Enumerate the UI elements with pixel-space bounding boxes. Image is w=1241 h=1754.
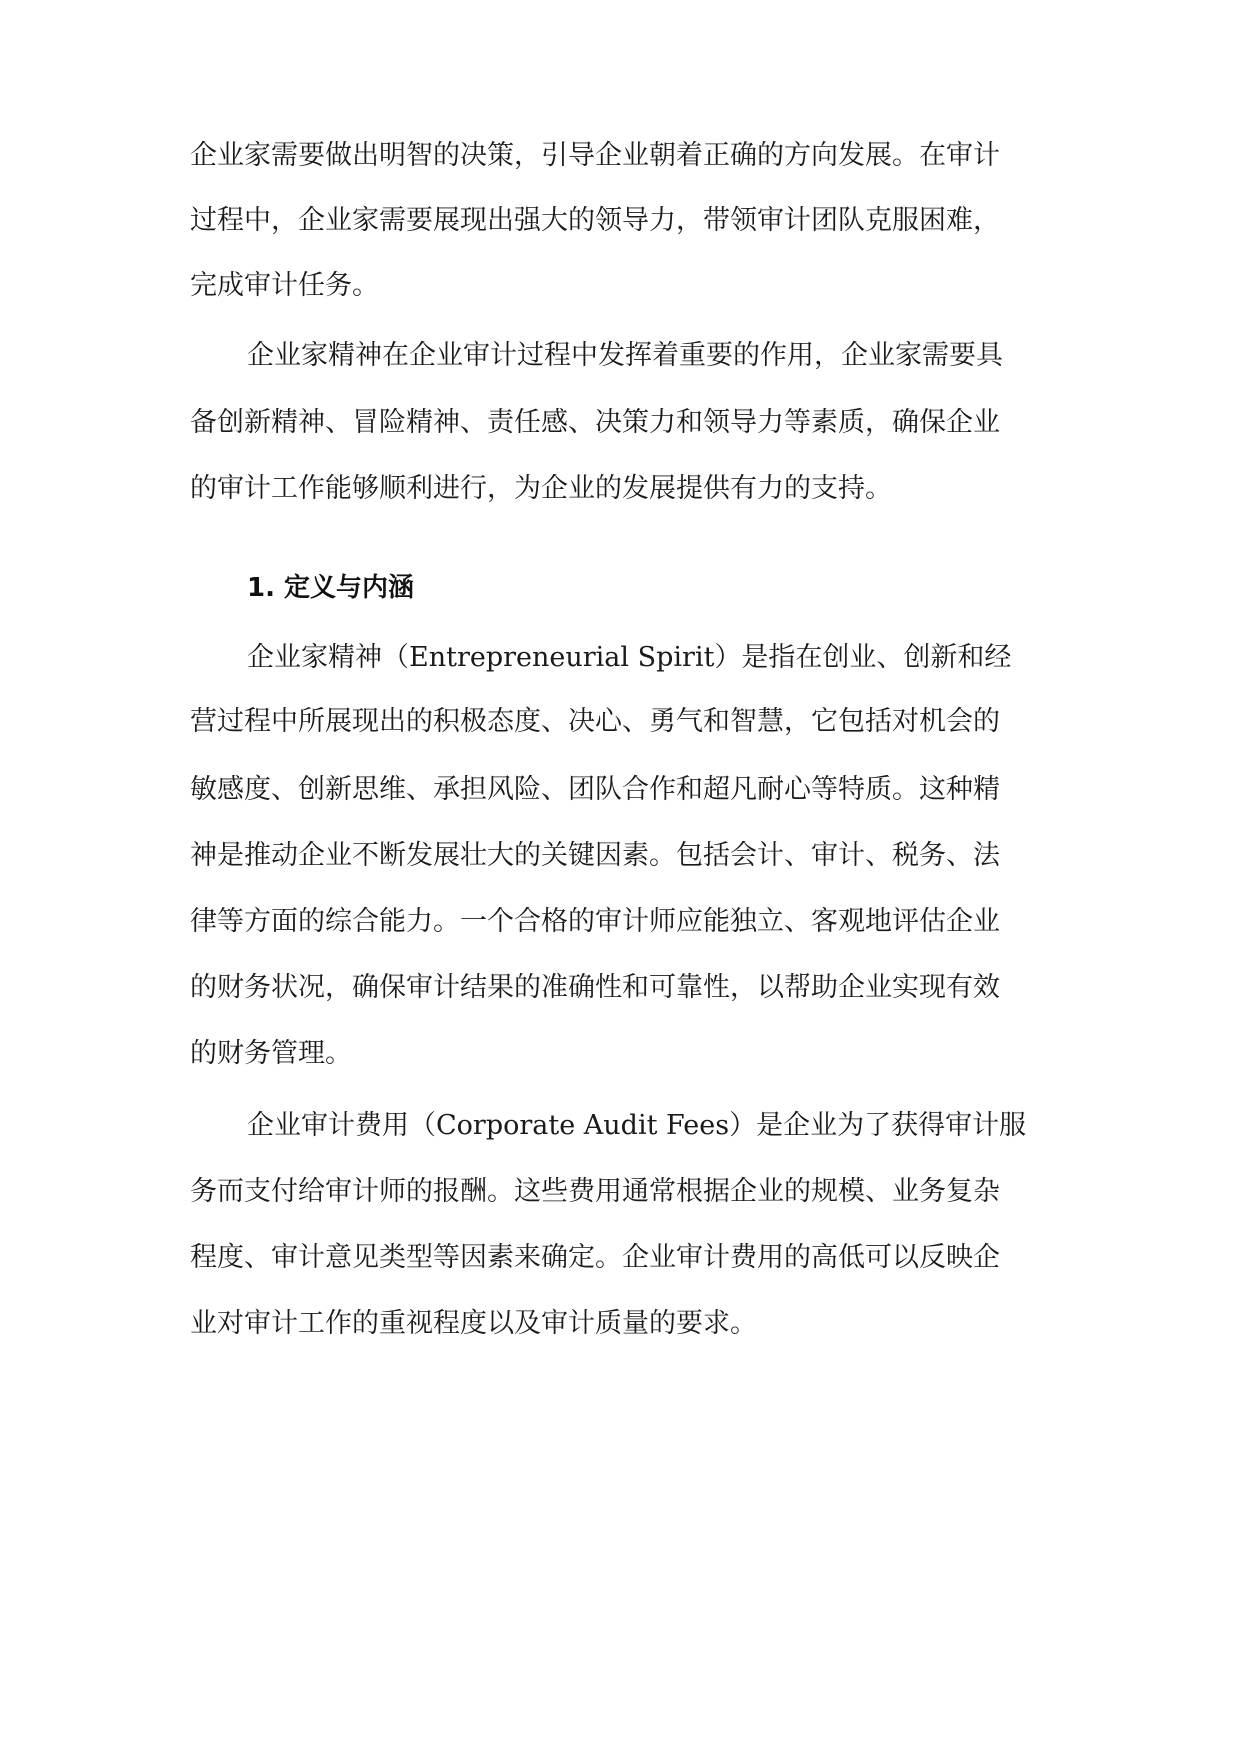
paragraph-3-line-2: 营过程中所展现出的积极态度、决心、勇气和智慧，它包括对机会的 bbox=[190, 706, 1000, 737]
paragraph-1-line-2: 过程中，企业家需要展现出强大的领导力，带领审计团队克服困难， bbox=[190, 205, 1000, 236]
paragraph-1-line-3: 完成审计任务。 bbox=[190, 270, 379, 301]
paragraph-1-line-1: 企业家需要做出明智的决策，引导企业朝着正确的方向发展。在审计 bbox=[190, 140, 1000, 171]
section-heading: 1. 定义与内涵 bbox=[247, 573, 415, 603]
paragraph-2-line-1: 企业家精神在企业审计过程中发挥着重要的作用，企业家需要具 bbox=[247, 340, 1003, 371]
paragraph-3-line-4: 神是推动企业不断发展壮大的关键因素。包括会计、审计、税务、法 bbox=[190, 840, 1000, 871]
paragraph-3-line-1: 企业家精神（Entrepreneurial Spirit）是指在创业、创新和经 bbox=[247, 642, 1012, 673]
paragraph-2-line-3: 的审计工作能够顺利进行，为企业的发展提供有力的支持。 bbox=[190, 473, 892, 504]
paragraph-3-line-3: 敏感度、创新思维、承担风险、团队合作和超凡耐心等特质。这种精 bbox=[190, 774, 1000, 805]
paragraph-3-line-7: 的财务管理。 bbox=[190, 1038, 352, 1069]
paragraph-3-line-5: 律等方面的综合能力。一个合格的审计师应能独立、客观地评估企业 bbox=[190, 906, 1000, 937]
paragraph-4-line-3: 程度、审计意见类型等因素来确定。企业审计费用的高低可以反映企 bbox=[190, 1242, 1000, 1273]
paragraph-4-line-1: 企业审计费用（Corporate Audit Fees）是企业为了获得审计服 bbox=[247, 1110, 1027, 1141]
paragraph-2-line-2: 备创新精神、冒险精神、责任感、决策力和领导力等素质，确保企业 bbox=[190, 407, 1000, 438]
paragraph-3-line-6: 的财务状况，确保审计结果的准确性和可靠性，以帮助企业实现有效 bbox=[190, 972, 1000, 1003]
paragraph-4-line-2: 务而支付给审计师的报酬。这些费用通常根据企业的规模、业务复杂 bbox=[190, 1176, 1000, 1207]
paragraph-4-line-4: 业对审计工作的重视程度以及审计质量的要求。 bbox=[190, 1308, 757, 1339]
